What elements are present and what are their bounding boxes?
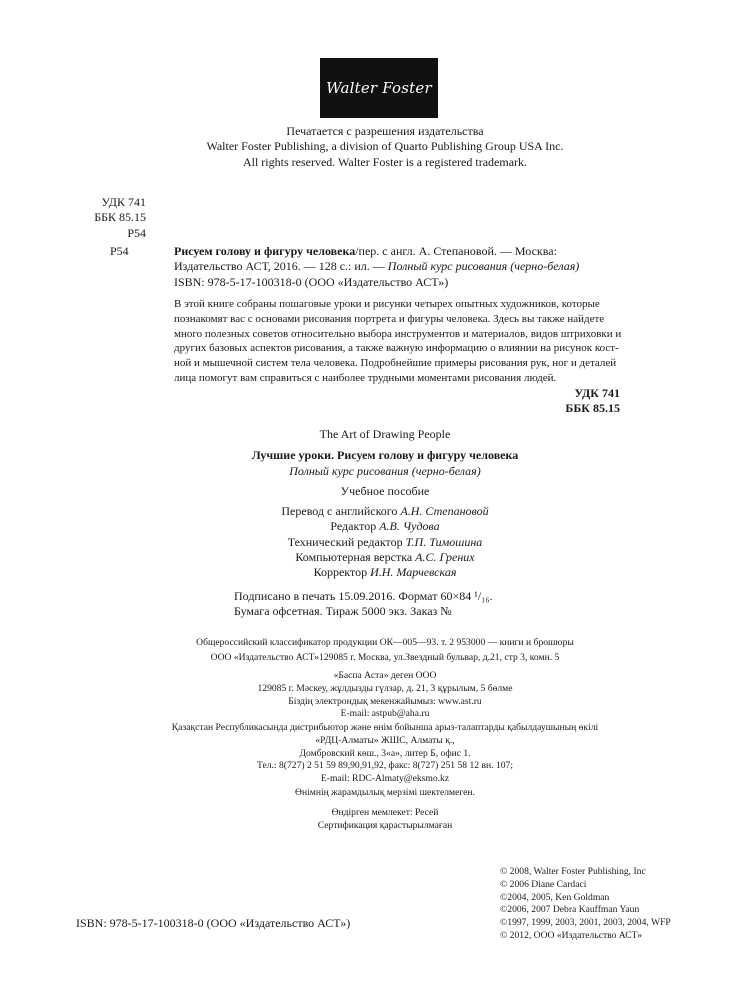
catalog-entry <box>174 244 614 290</box>
kz-publisher <box>150 670 620 721</box>
udk-code: УДК 741 <box>101 195 146 209</box>
kz-distributor-line: «РДЦ-Алматы» ЖШС, Алматы қ., <box>315 734 455 746</box>
original-title: The Art of Drawing People <box>319 427 451 441</box>
publisher-logo <box>320 58 438 118</box>
catalog-translation: /пер. с англ. А. Степановой. — Москва: <box>355 244 557 258</box>
kz-publisher-line: E-mail: astpub@aha.ru <box>340 708 430 720</box>
udk-code-right: УДК 741 <box>574 386 620 400</box>
annotation-line: много полезных советов относительно выбора инструментов и материалов, видов штриховки и <box>174 327 622 340</box>
kz-validity: Өнімнің жарамдылық мерзімі шектелмеген. <box>295 787 475 798</box>
credit-line: Редактор А.В. Чудова <box>330 519 440 534</box>
logo-text: Walter Foster <box>326 79 432 97</box>
russian-title: Лучшие уроки. Рисуем голову и фигуру человека <box>251 448 519 463</box>
credit-line: Перевод с английского А.Н. Степановой <box>281 504 489 518</box>
series-title: Полный курс рисования (черно-белая) <box>289 463 481 478</box>
kz-publisher-line: Біздің электрондық мекенжайымыз: www.ast.ru <box>288 695 482 707</box>
catalog-series: Полный курс рисования (черно-белая) <box>387 259 580 274</box>
copyright-line: ©2006, 2007 Debra Kauffman Yaun <box>500 904 640 916</box>
copyrights <box>500 866 700 943</box>
okp-block <box>150 637 620 665</box>
classification-left <box>76 195 146 241</box>
kz-publisher-line: 129085 г. Мәскеу, жұлдызды гүлзар, д. 21, 3 құрылым, 5 бөлме <box>257 682 513 694</box>
annotation-line: ной и мышечной систем тела человека. Подробнейшие примеры рисования рук, ног и деталей <box>174 357 617 370</box>
print-info-line: Подписано в печать 15.09.2016. Формат 60×84 ¹/₁₆. <box>234 589 493 603</box>
credit-line: Корректор И.Н. Марчевская <box>313 565 457 580</box>
catalog-publisher: Издательство АСТ, 2016. — 128 с.: ил. — <box>174 259 388 274</box>
copyright-line: ©1997, 1999, 2003, 2001, 2003, 2004, WFP <box>500 917 671 929</box>
okp-line: ООО «Издательство АСТ»129085 г. Москва, ул.Звездный бульвар, д.21, стр 3, комн. 5 <box>210 651 560 663</box>
catalog-code: Р54 <box>110 244 129 258</box>
book-type: Учебное пособие <box>340 483 430 498</box>
kz-distributor-line: Тел.: 8(727) 2 51 59 89,90,91,92, факс: 8(727) 251 58 12 вн. 107; <box>256 760 513 772</box>
credit-line: Технический редактор Т.П. Тимошина <box>287 534 483 549</box>
kz-publisher-line: «Баспа Аста» деген ООО <box>333 670 437 681</box>
permission-block <box>160 124 610 170</box>
permission-line: Walter Foster Publishing, a division of Quarto Publishing Group USA Inc. <box>206 139 564 154</box>
annotation-line: других базовых аспектов рисования, а также важную информацию о влиянии на рисунок кост- <box>174 342 619 355</box>
print-info-line: Бумага офсетная. Тираж 5000 экз. Заказ № <box>234 604 452 619</box>
copyright-line: © 2012, ООО «Издательство АСТ» <box>500 929 643 941</box>
kz-origin-line: Өндірген мемлекет: Ресей <box>331 807 439 818</box>
kz-distributor <box>150 722 620 786</box>
bbk-code: ББК 85.15 <box>94 210 146 225</box>
copyright-line: © 2008, Walter Foster Publishing, Inc <box>500 866 646 877</box>
kz-origin <box>150 807 620 833</box>
permission-line: All rights reserved. Walter Foster is a registered trademark. <box>242 154 528 169</box>
catalog-title: Рисуем голову и фигуру человека <box>174 244 356 258</box>
copyright-line: ©2004, 2005, Ken Goldman <box>500 891 610 903</box>
kz-origin-line: Сертификация қарастырылмаған <box>317 819 453 831</box>
print-info <box>234 589 554 620</box>
bbk-code-right: ББК 85.15 <box>565 401 620 416</box>
credits-block <box>190 504 580 580</box>
permission-line: Печатается с разрешения издательства <box>286 124 484 138</box>
author-mark: Р54 <box>127 225 146 240</box>
kz-distributor-line: E-mail: RDC-Almaty@eksmo.kz <box>320 773 450 785</box>
annotation-line: лица помогут вам справиться с наиболее трудными моментами рисования людей. <box>174 371 557 384</box>
annotation-line: В этой книге собраны пошаговые уроки и рисунки четырех опытных художников, которые <box>174 298 600 310</box>
kz-distributor-line: Домбровский көш., 3«а», литер Б, офис 1. <box>299 747 471 759</box>
okp-line: Общероссийский классификатор продукции ОК—005—93. т. 2 953000 — книги и брошюры <box>196 637 574 648</box>
bottom-isbn: ISBN: 978-5-17-100318-0 (ООО «Издательство АСТ») <box>76 916 351 930</box>
title-block <box>190 427 580 499</box>
copyright-line: © 2006 Diane Cardaci <box>500 878 587 890</box>
kz-distributor-line: Қазақстан Республикасында дистрибьютор және өнім бойынша арыз-талаптарды қабылдаушының өкілі <box>171 722 599 733</box>
credit-line: Компьютерная верстка А.С. Грених <box>295 549 475 564</box>
annotation <box>174 297 622 386</box>
classification-right <box>540 386 620 417</box>
catalog-isbn: ISBN: 978-5-17-100318-0 (ООО «Издательство АСТ») <box>174 274 449 289</box>
annotation-line: познакомят вас с основами рисования портрета и фигуры человека. Здесь вы также найдете <box>174 312 605 325</box>
